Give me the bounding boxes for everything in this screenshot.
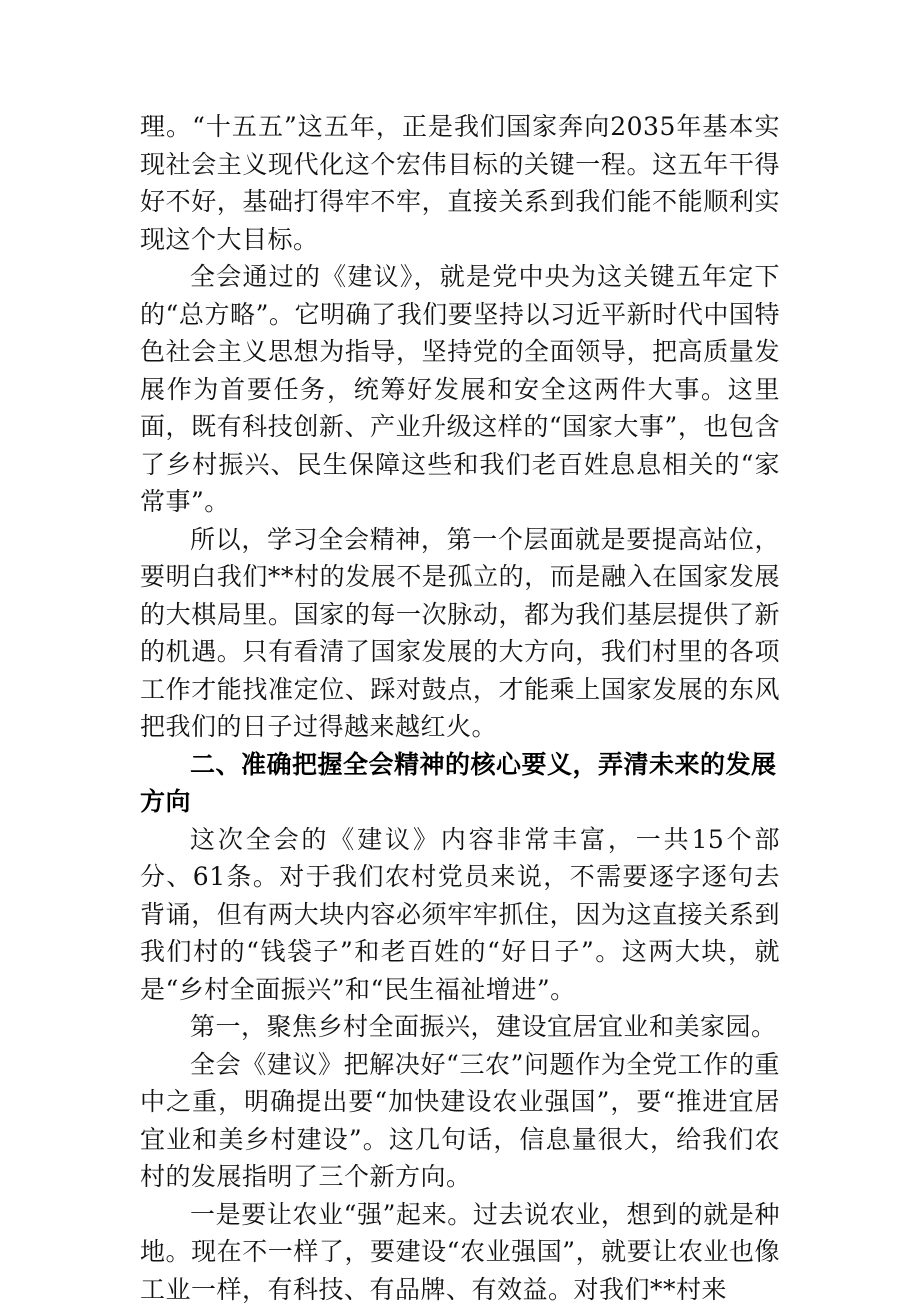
paragraph-point-one: 第一，聚焦乡村全面振兴，建设宜居宜业和美家园。 xyxy=(140,1008,780,1046)
paragraph-three-rural-issues: 全会《建议》把解决好“三农”问题作为全党工作的重中之重，明确提出要“加快建设农业强国”，要“推进宜居宜业和美乡村建设”。这几句话，信息量很大，给我们农村的发展指明了三个新方向。 xyxy=(140,1046,780,1196)
paragraph-raise-standpoint: 所以，学习全会精神，第一个层面就是要提高站位，要明白我们**村的发展不是孤立的，而是融入在国家发展的大棋局里。国家的每一次脉动，都为我们基层提供了新的机遇。只有看清了国家发展的大方向，我们村里的各项工作才能找准定位、踩对鼓点，才能乘上国家发展的东风把我们的日子过得越来越红火。 xyxy=(140,521,780,746)
document-body xyxy=(140,108,780,1308)
paragraph-proposal-overview: 全会通过的《建议》，就是党中央为这关键五年定下的“总方略”。它明确了我们要坚持以习近平新时代中国特色社会主义思想为指导，坚持党的全面领导，把高质量发展作为首要任务，统筹好发展和安全这两件大事。这里面，既有科技创新、产业升级这样的“国家大事”，也包含了乡村振兴、民生保障这些和我们老百姓息息相关的“家常事”。 xyxy=(140,258,780,521)
paragraph-proposal-content: 这次全会的《建议》内容非常丰富，一共15个部分、61条。对于我们农村党员来说，不需要逐字逐句去背诵，但有两大块内容必须牢牢抓住，因为这直接关系到我们村的“钱袋子”和老百姓的“好日子”。这两大块，就是“乡村全面振兴”和“民生福祉增进”。 xyxy=(140,821,780,1009)
section-heading: 二、准确把握全会精神的核心要义，弄清未来的发展方向 xyxy=(140,746,780,821)
paragraph-strong-agriculture: 一是要让农业“强”起来。过去说农业，想到的就是种地。现在不一样了，要建设“农业强国”，就要让农业也像工业一样，有科技、有品牌、有效益。对我们**村来 xyxy=(140,1196,780,1308)
paragraph-continuation: 理。“十五五”这五年，正是我们国家奔向2035年基本实现社会主义现代化这个宏伟目标的关键一程。这五年干得好不好，基础打得牢不牢，直接关系到我们能不能顺利实现这个大目标。 xyxy=(140,108,780,258)
